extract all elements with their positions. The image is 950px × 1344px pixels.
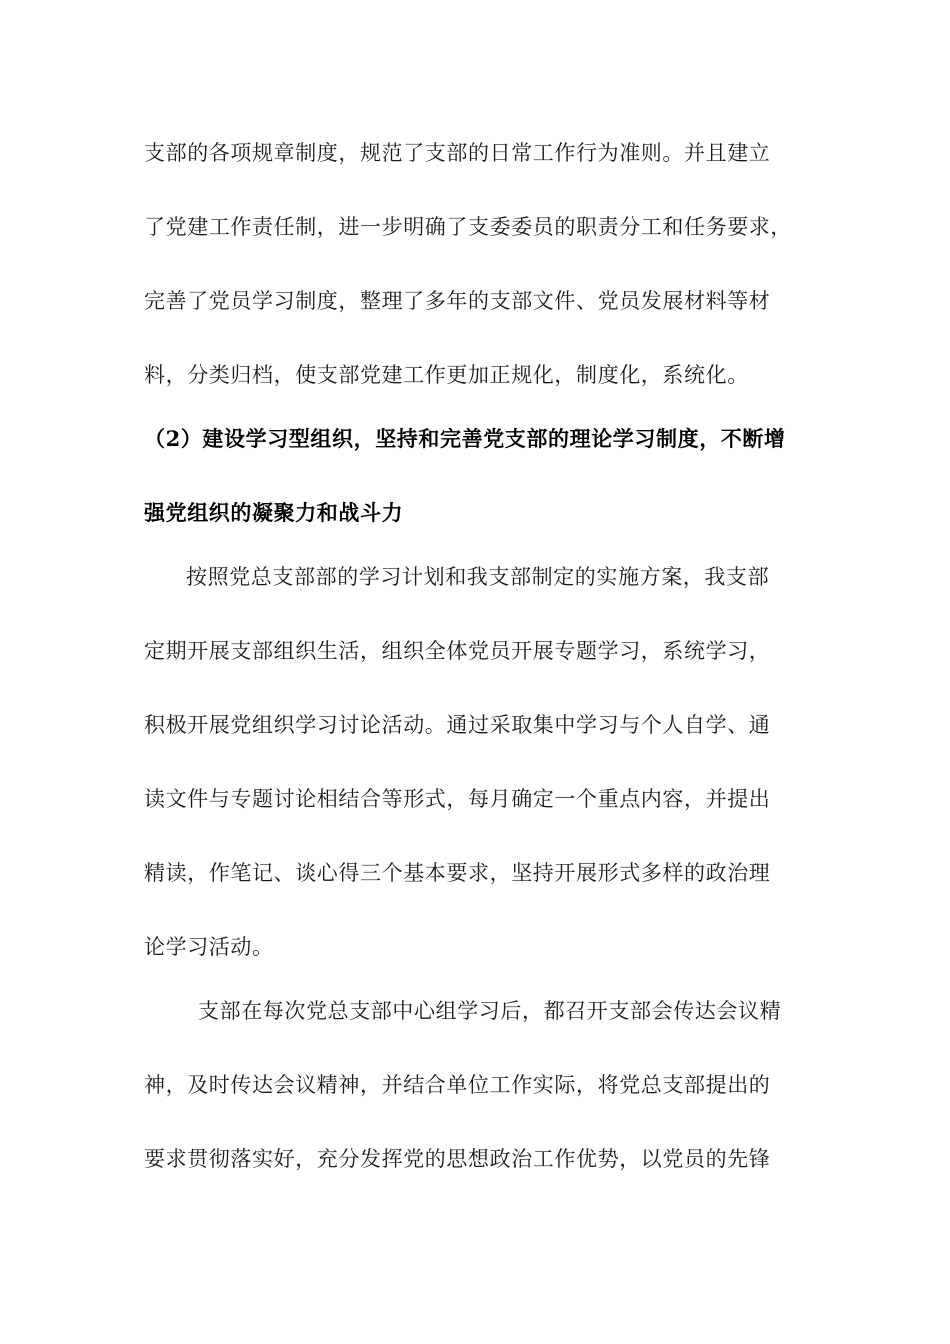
paragraph-line: 完善了党员学习制度，整理了多年的支部文件、党员发展材料等材 bbox=[144, 289, 771, 313]
paragraph-line: 读文件与专题讨论相结合等形式，每月确定一个重点内容，并提出 bbox=[144, 787, 771, 811]
paragraph-line: 支部的各项规章制度，规范了支部的日常工作行为准则。并且建立 bbox=[144, 141, 771, 165]
paragraph-line: 料，分类归档，使支部党建工作更加正规化，制度化，系统化。 bbox=[144, 363, 749, 387]
paragraph-line: 支部在每次党总支部中心组学习后，都召开支部会传达会议精 bbox=[198, 999, 782, 1023]
paragraph-line: 定期开展支部组织生活，组织全体党员开展专题学习，系统学习， bbox=[144, 639, 771, 663]
paragraph-line: 按照党总支部部的学习计划和我支部制定的实施方案，我支部 bbox=[186, 565, 770, 589]
section-heading: 强党组织的凝聚力和战斗力 bbox=[144, 500, 404, 525]
paragraph-line: 要求贯彻落实好，充分发挥党的思想政治工作优势，以党员的先锋 bbox=[144, 1147, 771, 1171]
paragraph-line: 积极开展党组织学习讨论活动。通过采取集中学习与个人自学、通 bbox=[144, 713, 771, 737]
paragraph-line: 精读，作笔记、谈心得三个基本要求，坚持开展形式多样的政治理 bbox=[144, 861, 771, 885]
section-heading: （2）建设学习型组织，坚持和完善党支部的理论学习制度，不断增 bbox=[144, 426, 786, 451]
paragraph-line: 论学习活动。 bbox=[144, 935, 274, 959]
paragraph-line: 了党建工作责任制，进一步明确了支委委员的职责分工和任务要求， bbox=[144, 215, 792, 239]
paragraph-line: 神，及时传达会议精神，并结合单位工作实际，将党总支部提出的 bbox=[144, 1073, 771, 1097]
